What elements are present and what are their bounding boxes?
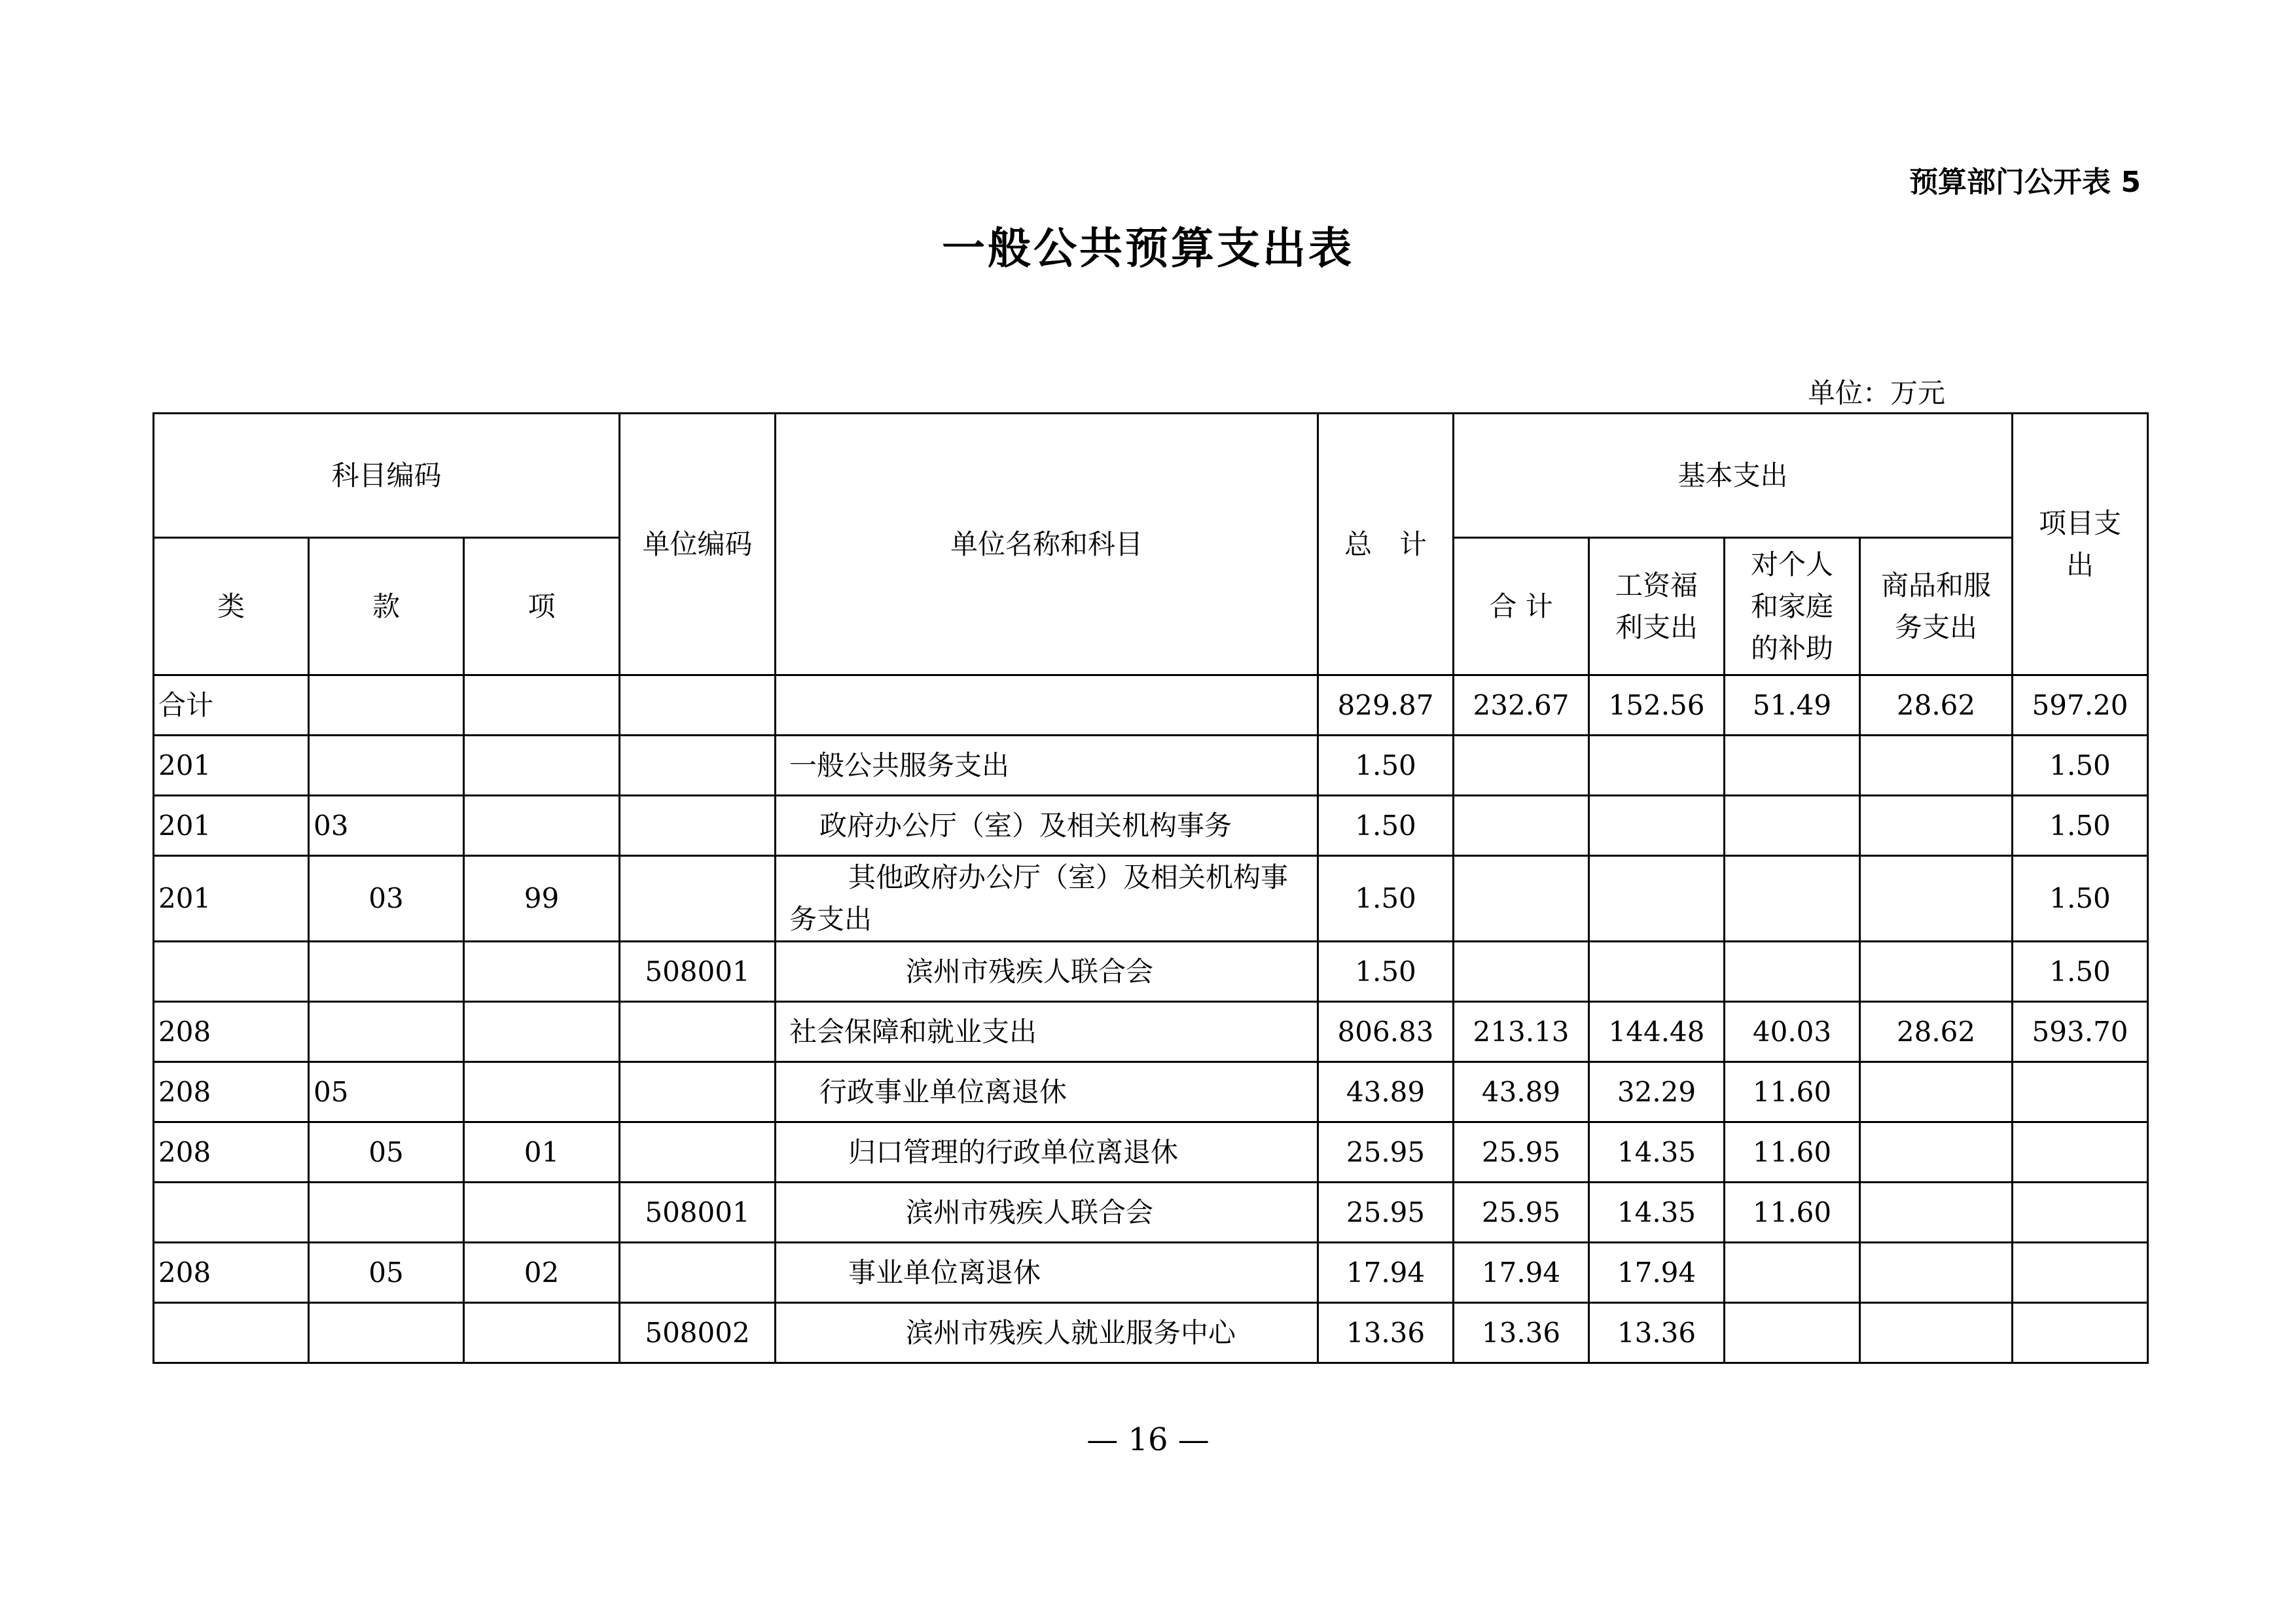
cell-basic-total: 17.94 bbox=[1454, 1243, 1589, 1303]
header-personal-line2: 和家庭 bbox=[1751, 590, 1834, 622]
cell-lei: 208 bbox=[154, 1122, 309, 1183]
cell-goods bbox=[1860, 1122, 2013, 1183]
cell-basic-total bbox=[1454, 736, 1589, 796]
cell-goods: 28.62 bbox=[1860, 1002, 2013, 1062]
cell-salary bbox=[1589, 796, 1725, 856]
cell-name bbox=[776, 856, 1318, 942]
cell-salary: 17.94 bbox=[1589, 1243, 1725, 1303]
cell-personal: 11.60 bbox=[1725, 1122, 1860, 1183]
cell-name: 一般公共服务支出 bbox=[776, 736, 1318, 796]
cell-lei: 208 bbox=[154, 1243, 309, 1303]
cell-project bbox=[2013, 1062, 2148, 1122]
cell-xiang: 99 bbox=[464, 856, 620, 942]
header-subject-code: 科目编码 bbox=[154, 414, 620, 538]
table-row bbox=[154, 1002, 2148, 1062]
cell-unit-code bbox=[620, 675, 776, 736]
cell-personal: 40.03 bbox=[1725, 1002, 1860, 1062]
header-project-line2: 出 bbox=[2066, 548, 2094, 581]
cell-name: 社会保障和就业支出 bbox=[776, 1002, 1318, 1062]
cell-kuan bbox=[309, 1002, 464, 1062]
unit-label: 单位：万元 bbox=[1808, 377, 1946, 409]
header-goods-line2: 务支出 bbox=[1895, 611, 1978, 643]
cell-goods bbox=[1860, 736, 2013, 796]
header-project-expenditure bbox=[2013, 414, 2148, 675]
cell-xiang: 02 bbox=[464, 1243, 620, 1303]
cell-project bbox=[2013, 1122, 2148, 1183]
cell-salary bbox=[1589, 736, 1725, 796]
cell-goods bbox=[1860, 796, 2013, 856]
cell-lei: 201 bbox=[154, 796, 309, 856]
cell-xiang bbox=[464, 942, 620, 1002]
cell-lei bbox=[154, 1303, 309, 1363]
cell-goods bbox=[1860, 856, 2013, 942]
cell-personal: 11.60 bbox=[1725, 1183, 1860, 1243]
cell-basic-total bbox=[1454, 796, 1589, 856]
cell-lei: 208 bbox=[154, 1002, 309, 1062]
table-row bbox=[154, 1303, 2148, 1363]
cell-project: 1.50 bbox=[2013, 856, 2148, 942]
cell-name-line1: 其他政府办公厅（室）及相关机构事 bbox=[848, 861, 1289, 893]
cell-project bbox=[2013, 1303, 2148, 1363]
cell-goods bbox=[1860, 1303, 2013, 1363]
cell-goods bbox=[1860, 942, 2013, 1002]
table-row bbox=[154, 1243, 2148, 1303]
cell-kuan: 03 bbox=[309, 856, 464, 942]
cell-salary bbox=[1589, 942, 1725, 1002]
table-row bbox=[154, 1183, 2148, 1243]
cell-salary: 32.29 bbox=[1589, 1062, 1725, 1122]
cell-total: 1.50 bbox=[1318, 856, 1454, 942]
cell-name: 政府办公厅（室）及相关机构事务 bbox=[776, 796, 1318, 856]
cell-xiang bbox=[464, 796, 620, 856]
cell-salary: 14.35 bbox=[1589, 1183, 1725, 1243]
cell-basic-total: 232.67 bbox=[1454, 675, 1589, 736]
cell-lei: 201 bbox=[154, 856, 309, 942]
cell-lei: 合计 bbox=[154, 675, 309, 736]
cell-project bbox=[2013, 1183, 2148, 1243]
header-salary-welfare bbox=[1589, 538, 1725, 675]
cell-name: 事业单位离退休 bbox=[776, 1243, 1318, 1303]
cell-lei: 208 bbox=[154, 1062, 309, 1122]
cell-lei: 201 bbox=[154, 736, 309, 796]
cell-unit-code bbox=[620, 1243, 776, 1303]
cell-salary: 152.56 bbox=[1589, 675, 1725, 736]
cell-goods bbox=[1860, 1243, 2013, 1303]
header-salary-line2: 利支出 bbox=[1615, 611, 1698, 643]
cell-goods bbox=[1860, 1183, 2013, 1243]
cell-total: 1.50 bbox=[1318, 736, 1454, 796]
cell-name: 行政事业单位离退休 bbox=[776, 1062, 1318, 1122]
cell-project bbox=[2013, 1243, 2148, 1303]
cell-salary bbox=[1589, 856, 1725, 942]
cell-kuan bbox=[309, 675, 464, 736]
cell-personal bbox=[1725, 796, 1860, 856]
header-personal-subsidy bbox=[1725, 538, 1860, 675]
cell-kuan bbox=[309, 1303, 464, 1363]
cell-unit-code: 508002 bbox=[620, 1303, 776, 1363]
header-unit-name: 单位名称和科目 bbox=[776, 414, 1318, 675]
cell-total: 829.87 bbox=[1318, 675, 1454, 736]
cell-xiang: 01 bbox=[464, 1122, 620, 1183]
cell-kuan bbox=[309, 1183, 464, 1243]
cell-name: 滨州市残疾人联合会 bbox=[776, 942, 1318, 1002]
cell-xiang bbox=[464, 1183, 620, 1243]
cell-unit-code: 508001 bbox=[620, 942, 776, 1002]
cell-total: 25.95 bbox=[1318, 1183, 1454, 1243]
cell-lei bbox=[154, 942, 309, 1002]
table-row bbox=[154, 675, 2148, 736]
cell-project: 1.50 bbox=[2013, 736, 2148, 796]
cell-basic-total: 25.95 bbox=[1454, 1183, 1589, 1243]
cell-total: 17.94 bbox=[1318, 1243, 1454, 1303]
cell-basic-total: 213.13 bbox=[1454, 1002, 1589, 1062]
cell-project: 1.50 bbox=[2013, 796, 2148, 856]
header-total: 总 计 bbox=[1318, 414, 1454, 675]
cell-basic-total: 13.36 bbox=[1454, 1303, 1589, 1363]
cell-salary: 14.35 bbox=[1589, 1122, 1725, 1183]
cell-basic-total: 25.95 bbox=[1454, 1122, 1589, 1183]
cell-name-line2: 务支出 bbox=[789, 903, 872, 935]
header-salary-line1: 工资福 bbox=[1615, 569, 1698, 601]
cell-project: 1.50 bbox=[2013, 942, 2148, 1002]
cell-name: 滨州市残疾人联合会 bbox=[776, 1183, 1318, 1243]
cell-name: 滨州市残疾人就业服务中心 bbox=[776, 1303, 1318, 1363]
cell-personal: 51.49 bbox=[1725, 675, 1860, 736]
cell-basic-total: 43.89 bbox=[1454, 1062, 1589, 1122]
cell-kuan: 05 bbox=[309, 1122, 464, 1183]
cell-xiang bbox=[464, 675, 620, 736]
cell-name: 归口管理的行政单位离退休 bbox=[776, 1122, 1318, 1183]
cell-personal: 11.60 bbox=[1725, 1062, 1860, 1122]
cell-salary: 144.48 bbox=[1589, 1002, 1725, 1062]
table-row bbox=[154, 736, 2148, 796]
cell-xiang bbox=[464, 1002, 620, 1062]
header-basic-expenditure: 基本支出 bbox=[1454, 414, 2013, 538]
cell-unit-code bbox=[620, 1062, 776, 1122]
cell-xiang bbox=[464, 1303, 620, 1363]
cell-xiang bbox=[464, 1062, 620, 1122]
cell-total: 1.50 bbox=[1318, 796, 1454, 856]
page-number: — 16 — bbox=[1086, 1421, 1210, 1458]
table-row bbox=[154, 1062, 2148, 1122]
cell-basic-total bbox=[1454, 856, 1589, 942]
cell-unit-code: 508001 bbox=[620, 1183, 776, 1243]
cell-unit-code bbox=[620, 856, 776, 942]
cell-total: 25.95 bbox=[1318, 1122, 1454, 1183]
cell-xiang bbox=[464, 736, 620, 796]
cell-goods: 28.62 bbox=[1860, 675, 2013, 736]
header-kuan: 款 bbox=[309, 538, 464, 675]
cell-lei bbox=[154, 1183, 309, 1243]
cell-kuan bbox=[309, 736, 464, 796]
table-row bbox=[154, 796, 2148, 856]
page-title: 一般公共预算支出表 bbox=[942, 223, 1354, 274]
header-goods-line1: 商品和服 bbox=[1881, 569, 1992, 601]
cell-unit-code bbox=[620, 1122, 776, 1183]
cell-kuan: 05 bbox=[309, 1062, 464, 1122]
cell-unit-code bbox=[620, 1002, 776, 1062]
cell-personal bbox=[1725, 1303, 1860, 1363]
header-personal-line1: 对个人 bbox=[1751, 548, 1834, 580]
cell-personal bbox=[1725, 856, 1860, 942]
header-personal-line3: 的补助 bbox=[1751, 632, 1834, 664]
header-goods-services bbox=[1860, 538, 2013, 675]
cell-kuan bbox=[309, 942, 464, 1002]
table-row bbox=[154, 856, 2148, 942]
cell-unit-code bbox=[620, 796, 776, 856]
cell-goods bbox=[1860, 1062, 2013, 1122]
cell-kuan: 05 bbox=[309, 1243, 464, 1303]
cell-total: 43.89 bbox=[1318, 1062, 1454, 1122]
header-lei: 类 bbox=[154, 538, 309, 675]
budget-expenditure-table bbox=[152, 412, 2149, 1364]
cell-personal bbox=[1725, 1243, 1860, 1303]
cell-total: 13.36 bbox=[1318, 1303, 1454, 1363]
cell-salary: 13.36 bbox=[1589, 1303, 1725, 1363]
cell-unit-code bbox=[620, 736, 776, 796]
cell-project: 597.20 bbox=[2013, 675, 2148, 736]
cell-basic-total bbox=[1454, 942, 1589, 1002]
header-basic-total: 合 计 bbox=[1454, 538, 1589, 675]
cell-name bbox=[776, 675, 1318, 736]
cell-total: 806.83 bbox=[1318, 1002, 1454, 1062]
table-row bbox=[154, 1122, 2148, 1183]
cell-total: 1.50 bbox=[1318, 942, 1454, 1002]
cell-project: 593.70 bbox=[2013, 1002, 2148, 1062]
header-unit-code: 单位编码 bbox=[620, 414, 776, 675]
table-row bbox=[154, 942, 2148, 1002]
header-xiang: 项 bbox=[464, 538, 620, 675]
form-label: 预算部门公开表 5 bbox=[1909, 166, 2141, 199]
cell-kuan: 03 bbox=[309, 796, 464, 856]
header-project-line1: 项目支 bbox=[2039, 507, 2122, 539]
cell-personal bbox=[1725, 736, 1860, 796]
cell-personal bbox=[1725, 942, 1860, 1002]
